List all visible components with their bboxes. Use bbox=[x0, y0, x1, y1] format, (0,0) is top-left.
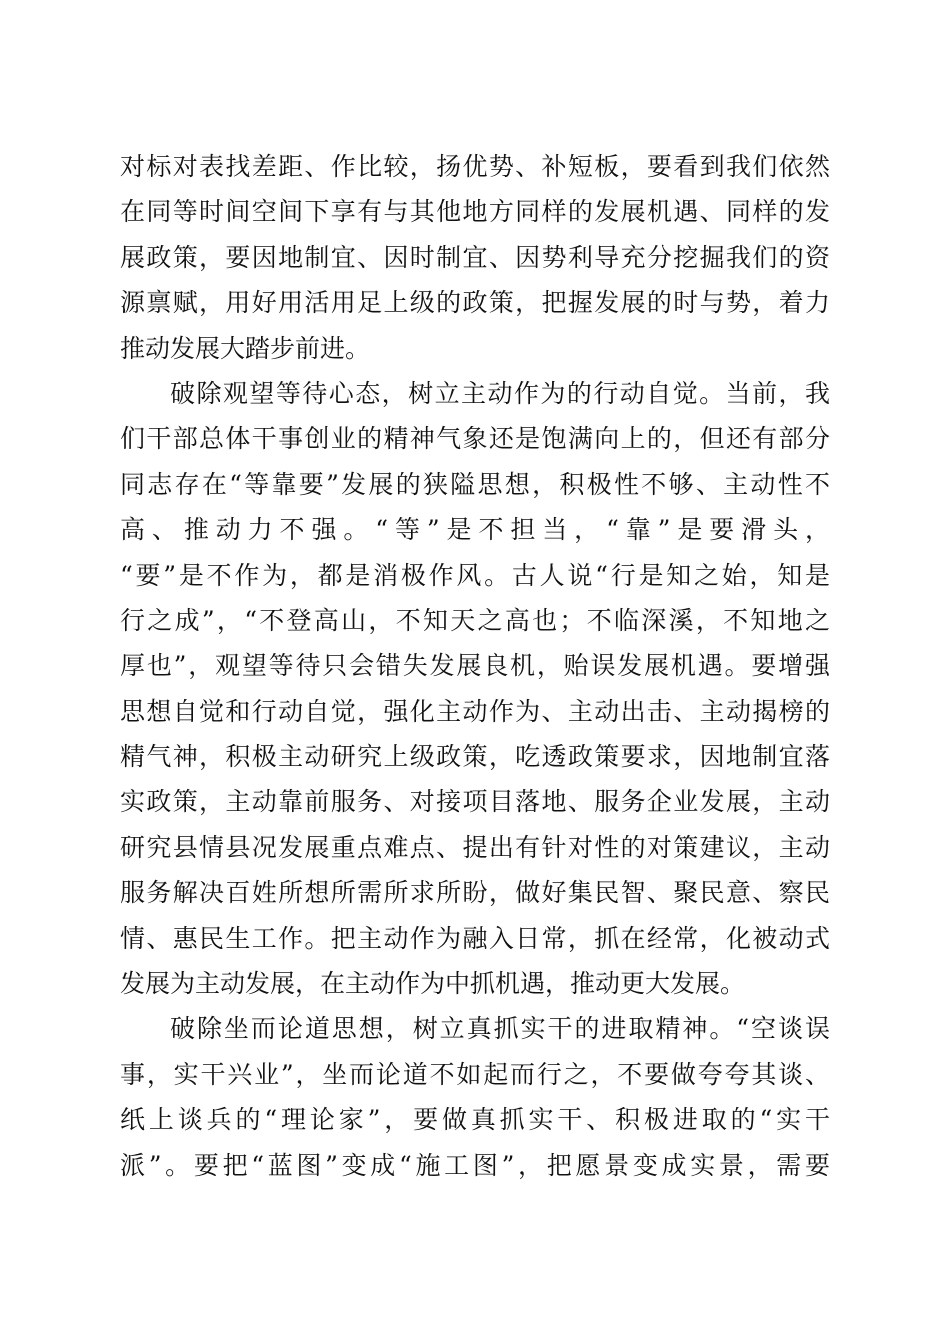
text-line: 服务解决百姓所想所需所求所盼，做好集民智、聚民意、察民 bbox=[120, 878, 830, 908]
text-line: 源禀赋，用好用活用足上级的政策，把握发展的时与势，着力 bbox=[120, 288, 830, 318]
text-line: 研究县情县况发展重点难点、提出有针对性的对策建议，主动 bbox=[120, 832, 830, 862]
text-line: 展政策，要因地制宜、因时制宜、因势利导充分挖掘我们的资 bbox=[120, 242, 830, 272]
text-line: 推动发展大踏步前进。 bbox=[120, 333, 371, 363]
text-line: 同志存在“等靠要”发展的狭隘思想，积极性不够、主动性不 bbox=[120, 469, 830, 499]
paragraph bbox=[120, 144, 830, 371]
text-line: 高、推动力不强。“等”是不担当，“靠”是要滑头， bbox=[120, 515, 830, 545]
text-line: 情、惠民生工作。把主动作为融入日常，抓在经常，化被动式 bbox=[120, 923, 830, 953]
text-line: 在同等时间空间下享有与其他地方同样的发展机遇、同样的发 bbox=[120, 197, 830, 227]
text-line: 思想自觉和行动自觉，强化主动作为、主动出击、主动揭榜的 bbox=[120, 696, 830, 726]
text-line: “要”是不作为，都是消极作风。古人说“行是知之始，知是 bbox=[120, 560, 830, 590]
text-line: 厚也”，观望等待只会错失发展良机，贻误发展机遇。要增强 bbox=[120, 651, 830, 681]
text-line: 派”。要把“蓝图”变成“施工图”，把愿景变成实景，需要 bbox=[120, 1150, 830, 1180]
text-line: 行之成”，“不登高山，不知天之高也；不临深溪，不知地之 bbox=[120, 605, 830, 635]
document-body bbox=[120, 144, 830, 1188]
text-line: 对标对表找差距、作比较，扬优势、补短板，要看到我们依然 bbox=[120, 152, 830, 181]
text-line: 纸上谈兵的“理论家”，要做真抓实干、积极进取的“实干 bbox=[120, 1105, 830, 1135]
paragraph bbox=[120, 371, 830, 1006]
text-line: 精气神，积极主动研究上级政策，吃透政策要求，因地制宜落 bbox=[120, 742, 830, 772]
text-line: 发展为主动发展，在主动作为中抓机遇，推动更大发展。 bbox=[120, 969, 746, 999]
text-line: 实政策，主动靠前服务、对接项目落地、服务企业发展，主动 bbox=[120, 787, 830, 817]
text-line: 事，实干兴业”，坐而论道不如起而行之，不要做夸夸其谈、 bbox=[120, 1059, 830, 1089]
text-line: 破除观望等待心态，树立主动作为的行动自觉。当前，我 bbox=[170, 378, 830, 408]
paragraph bbox=[120, 1006, 830, 1188]
text-line: 们干部总体干事创业的精神气象还是饱满向上的，但还有部分 bbox=[120, 424, 830, 454]
text-line: 破除坐而论道思想，树立真抓实干的进取精神。“空谈误 bbox=[170, 1014, 830, 1044]
